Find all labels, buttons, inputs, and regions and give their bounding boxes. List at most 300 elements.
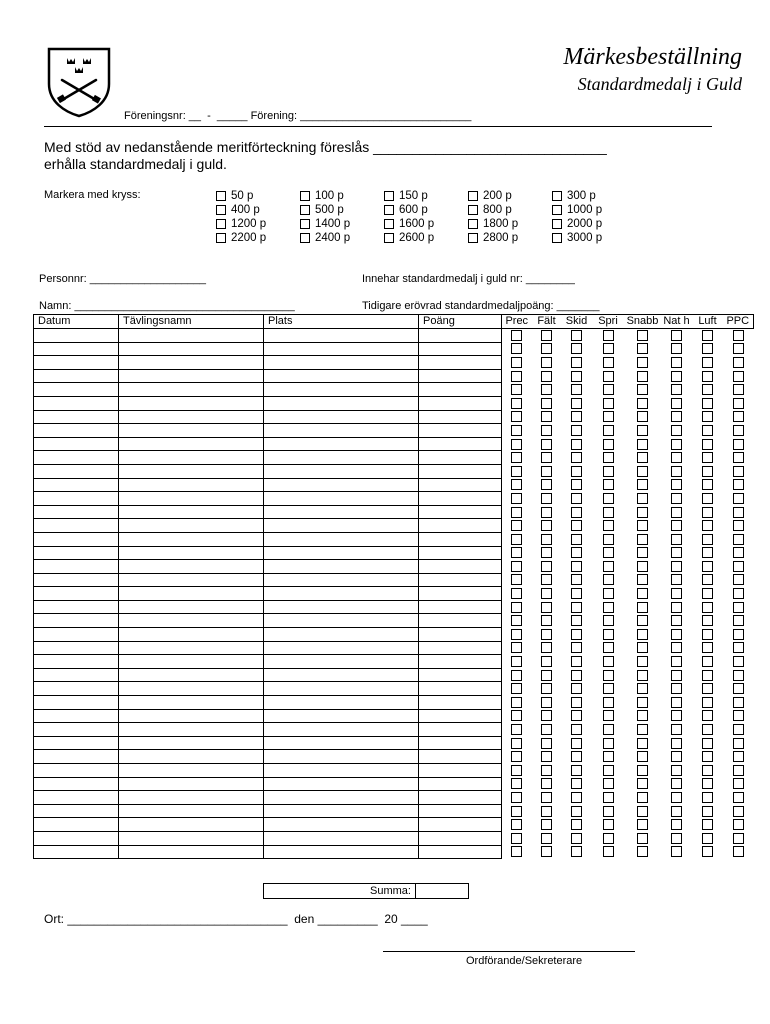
- table-cell[interactable]: [34, 682, 119, 696]
- category-checkbox[interactable]: [571, 833, 582, 844]
- table-cell[interactable]: [119, 383, 264, 397]
- table-cell[interactable]: [34, 641, 119, 655]
- table-cell[interactable]: [34, 723, 119, 737]
- table-cell[interactable]: [119, 329, 264, 343]
- points-checkbox[interactable]: [384, 219, 394, 229]
- category-checkbox[interactable]: [541, 710, 552, 721]
- category-checkbox[interactable]: [702, 683, 713, 694]
- category-checkbox[interactable]: [541, 629, 552, 640]
- category-checkbox[interactable]: [511, 778, 522, 789]
- table-cell[interactable]: [419, 383, 502, 397]
- category-checkbox[interactable]: [571, 588, 582, 599]
- table-cell[interactable]: [119, 410, 264, 424]
- table-cell[interactable]: [34, 329, 119, 343]
- table-cell[interactable]: [34, 573, 119, 587]
- category-checkbox[interactable]: [511, 466, 522, 477]
- table-cell[interactable]: [419, 437, 502, 451]
- category-checkbox[interactable]: [541, 642, 552, 653]
- category-checkbox[interactable]: [541, 833, 552, 844]
- category-checkbox[interactable]: [671, 466, 682, 477]
- table-cell[interactable]: [34, 709, 119, 723]
- points-checkbox[interactable]: [300, 219, 310, 229]
- category-checkbox[interactable]: [571, 683, 582, 694]
- category-checkbox[interactable]: [603, 819, 614, 830]
- category-checkbox[interactable]: [511, 507, 522, 518]
- category-checkbox[interactable]: [702, 642, 713, 653]
- points-option[interactable]: [384, 231, 468, 245]
- category-checkbox[interactable]: [671, 371, 682, 382]
- points-option[interactable]: [468, 203, 552, 217]
- category-checkbox[interactable]: [603, 697, 614, 708]
- category-checkbox[interactable]: [571, 520, 582, 531]
- table-cell[interactable]: [419, 723, 502, 737]
- category-checkbox[interactable]: [511, 724, 522, 735]
- category-checkbox[interactable]: [702, 670, 713, 681]
- category-checkbox[interactable]: [702, 602, 713, 613]
- category-checkbox[interactable]: [511, 574, 522, 585]
- category-checkbox[interactable]: [571, 398, 582, 409]
- category-checkbox[interactable]: [571, 710, 582, 721]
- table-cell[interactable]: [419, 573, 502, 587]
- points-option[interactable]: [216, 189, 300, 203]
- category-checkbox[interactable]: [702, 765, 713, 776]
- category-checkbox[interactable]: [733, 507, 744, 518]
- category-checkbox[interactable]: [571, 724, 582, 735]
- table-cell[interactable]: [119, 750, 264, 764]
- table-cell[interactable]: [119, 614, 264, 628]
- category-checkbox[interactable]: [571, 439, 582, 450]
- table-cell[interactable]: [119, 356, 264, 370]
- points-checkbox[interactable]: [384, 191, 394, 201]
- table-cell[interactable]: [119, 600, 264, 614]
- table-cell[interactable]: [119, 682, 264, 696]
- category-checkbox[interactable]: [637, 738, 648, 749]
- category-checkbox[interactable]: [671, 534, 682, 545]
- table-cell[interactable]: [34, 369, 119, 383]
- category-checkbox[interactable]: [571, 479, 582, 490]
- category-checkbox[interactable]: [603, 466, 614, 477]
- category-checkbox[interactable]: [671, 778, 682, 789]
- category-checkbox[interactable]: [637, 330, 648, 341]
- table-cell[interactable]: [419, 505, 502, 519]
- category-checkbox[interactable]: [603, 411, 614, 422]
- category-checkbox[interactable]: [733, 833, 744, 844]
- category-checkbox[interactable]: [702, 547, 713, 558]
- category-checkbox[interactable]: [637, 479, 648, 490]
- category-checkbox[interactable]: [637, 670, 648, 681]
- category-checkbox[interactable]: [671, 439, 682, 450]
- points-checkbox[interactable]: [216, 191, 226, 201]
- table-cell[interactable]: [34, 342, 119, 356]
- table-cell[interactable]: [264, 641, 419, 655]
- category-checkbox[interactable]: [511, 534, 522, 545]
- category-checkbox[interactable]: [702, 629, 713, 640]
- category-checkbox[interactable]: [541, 479, 552, 490]
- category-checkbox[interactable]: [541, 507, 552, 518]
- table-cell[interactable]: [119, 451, 264, 465]
- table-cell[interactable]: [419, 342, 502, 356]
- category-checkbox[interactable]: [571, 343, 582, 354]
- table-cell[interactable]: [419, 464, 502, 478]
- category-checkbox[interactable]: [571, 765, 582, 776]
- category-checkbox[interactable]: [603, 588, 614, 599]
- category-checkbox[interactable]: [733, 615, 744, 626]
- category-checkbox[interactable]: [671, 602, 682, 613]
- table-cell[interactable]: [264, 764, 419, 778]
- table-cell[interactable]: [264, 668, 419, 682]
- table-cell[interactable]: [264, 628, 419, 642]
- table-cell[interactable]: [419, 682, 502, 696]
- table-cell[interactable]: [419, 641, 502, 655]
- category-checkbox[interactable]: [511, 792, 522, 803]
- table-cell[interactable]: [264, 573, 419, 587]
- category-checkbox[interactable]: [702, 411, 713, 422]
- points-option[interactable]: [384, 189, 468, 203]
- category-checkbox[interactable]: [702, 439, 713, 450]
- category-checkbox[interactable]: [637, 819, 648, 830]
- tidigare-field[interactable]: Tidigare erövrad standardmedaljpoäng: _______: [362, 300, 600, 312]
- category-checkbox[interactable]: [541, 792, 552, 803]
- table-cell[interactable]: [419, 736, 502, 750]
- category-checkbox[interactable]: [671, 819, 682, 830]
- category-checkbox[interactable]: [702, 792, 713, 803]
- table-cell[interactable]: [419, 777, 502, 791]
- table-cell[interactable]: [119, 709, 264, 723]
- category-checkbox[interactable]: [702, 561, 713, 572]
- category-checkbox[interactable]: [733, 819, 744, 830]
- category-checkbox[interactable]: [671, 398, 682, 409]
- table-cell[interactable]: [264, 750, 419, 764]
- category-checkbox[interactable]: [702, 452, 713, 463]
- category-checkbox[interactable]: [733, 520, 744, 531]
- category-checkbox[interactable]: [637, 466, 648, 477]
- category-checkbox[interactable]: [511, 357, 522, 368]
- category-checkbox[interactable]: [702, 588, 713, 599]
- category-checkbox[interactable]: [702, 751, 713, 762]
- category-checkbox[interactable]: [511, 520, 522, 531]
- points-checkbox[interactable]: [216, 233, 226, 243]
- table-cell[interactable]: [34, 628, 119, 642]
- category-checkbox[interactable]: [541, 547, 552, 558]
- table-cell[interactable]: [419, 791, 502, 805]
- table-cell[interactable]: [34, 560, 119, 574]
- points-option[interactable]: [216, 203, 300, 217]
- table-cell[interactable]: [419, 818, 502, 832]
- table-cell[interactable]: [34, 519, 119, 533]
- category-checkbox[interactable]: [511, 670, 522, 681]
- table-cell[interactable]: [264, 777, 419, 791]
- points-checkbox[interactable]: [552, 191, 562, 201]
- category-checkbox[interactable]: [541, 751, 552, 762]
- table-cell[interactable]: [34, 831, 119, 845]
- category-checkbox[interactable]: [571, 547, 582, 558]
- category-checkbox[interactable]: [511, 493, 522, 504]
- category-checkbox[interactable]: [637, 683, 648, 694]
- table-cell[interactable]: [264, 560, 419, 574]
- points-checkbox[interactable]: [216, 205, 226, 215]
- category-checkbox[interactable]: [671, 697, 682, 708]
- table-cell[interactable]: [264, 410, 419, 424]
- category-checkbox[interactable]: [702, 343, 713, 354]
- points-option[interactable]: [384, 203, 468, 217]
- points-option[interactable]: [216, 231, 300, 245]
- category-checkbox[interactable]: [541, 819, 552, 830]
- category-checkbox[interactable]: [733, 710, 744, 721]
- category-checkbox[interactable]: [603, 615, 614, 626]
- table-cell[interactable]: [119, 478, 264, 492]
- category-checkbox[interactable]: [671, 710, 682, 721]
- category-checkbox[interactable]: [571, 629, 582, 640]
- category-checkbox[interactable]: [541, 670, 552, 681]
- table-cell[interactable]: [119, 519, 264, 533]
- table-cell[interactable]: [34, 818, 119, 832]
- table-cell[interactable]: [419, 696, 502, 710]
- category-checkbox[interactable]: [511, 411, 522, 422]
- category-checkbox[interactable]: [571, 384, 582, 395]
- category-checkbox[interactable]: [511, 479, 522, 490]
- table-cell[interactable]: [34, 532, 119, 546]
- category-checkbox[interactable]: [541, 357, 552, 368]
- table-cell[interactable]: [419, 804, 502, 818]
- category-checkbox[interactable]: [571, 656, 582, 667]
- category-checkbox[interactable]: [733, 371, 744, 382]
- table-cell[interactable]: [264, 505, 419, 519]
- category-checkbox[interactable]: [603, 547, 614, 558]
- table-cell[interactable]: [264, 451, 419, 465]
- category-checkbox[interactable]: [637, 439, 648, 450]
- table-cell[interactable]: [419, 750, 502, 764]
- category-checkbox[interactable]: [733, 778, 744, 789]
- table-cell[interactable]: [34, 383, 119, 397]
- category-checkbox[interactable]: [702, 466, 713, 477]
- table-cell[interactable]: [419, 478, 502, 492]
- points-checkbox[interactable]: [300, 233, 310, 243]
- table-cell[interactable]: [264, 682, 419, 696]
- category-checkbox[interactable]: [511, 547, 522, 558]
- table-cell[interactable]: [34, 696, 119, 710]
- table-cell[interactable]: [34, 451, 119, 465]
- category-checkbox[interactable]: [702, 846, 713, 857]
- category-checkbox[interactable]: [511, 765, 522, 776]
- points-option[interactable]: [300, 203, 384, 217]
- category-checkbox[interactable]: [603, 656, 614, 667]
- category-checkbox[interactable]: [511, 343, 522, 354]
- category-checkbox[interactable]: [702, 371, 713, 382]
- table-cell[interactable]: [119, 464, 264, 478]
- points-checkbox[interactable]: [300, 191, 310, 201]
- category-checkbox[interactable]: [733, 574, 744, 585]
- category-checkbox[interactable]: [671, 425, 682, 436]
- innehar-field[interactable]: Innehar standardmedalj i guld nr: ________: [362, 273, 575, 285]
- category-checkbox[interactable]: [733, 697, 744, 708]
- table-cell[interactable]: [264, 804, 419, 818]
- category-checkbox[interactable]: [637, 710, 648, 721]
- category-checkbox[interactable]: [637, 765, 648, 776]
- ort-date-field[interactable]: Ort: _________________________________ den _________ 20 ____: [44, 912, 428, 926]
- category-checkbox[interactable]: [671, 452, 682, 463]
- category-checkbox[interactable]: [702, 574, 713, 585]
- category-checkbox[interactable]: [671, 615, 682, 626]
- category-checkbox[interactable]: [511, 615, 522, 626]
- category-checkbox[interactable]: [733, 642, 744, 653]
- table-cell[interactable]: [264, 369, 419, 383]
- category-checkbox[interactable]: [671, 520, 682, 531]
- category-checkbox[interactable]: [603, 574, 614, 585]
- category-checkbox[interactable]: [603, 642, 614, 653]
- category-checkbox[interactable]: [541, 398, 552, 409]
- category-checkbox[interactable]: [511, 846, 522, 857]
- table-cell[interactable]: [419, 356, 502, 370]
- points-checkbox[interactable]: [216, 219, 226, 229]
- category-checkbox[interactable]: [603, 507, 614, 518]
- category-checkbox[interactable]: [541, 765, 552, 776]
- table-cell[interactable]: [264, 600, 419, 614]
- category-checkbox[interactable]: [733, 751, 744, 762]
- category-checkbox[interactable]: [511, 561, 522, 572]
- category-checkbox[interactable]: [603, 806, 614, 817]
- table-cell[interactable]: [119, 505, 264, 519]
- category-checkbox[interactable]: [702, 507, 713, 518]
- category-checkbox[interactable]: [702, 398, 713, 409]
- category-checkbox[interactable]: [733, 806, 744, 817]
- category-checkbox[interactable]: [733, 357, 744, 368]
- category-checkbox[interactable]: [702, 710, 713, 721]
- category-checkbox[interactable]: [702, 479, 713, 490]
- category-checkbox[interactable]: [541, 615, 552, 626]
- table-cell[interactable]: [419, 587, 502, 601]
- category-checkbox[interactable]: [637, 425, 648, 436]
- table-cell[interactable]: [419, 831, 502, 845]
- category-checkbox[interactable]: [603, 425, 614, 436]
- table-cell[interactable]: [264, 383, 419, 397]
- category-checkbox[interactable]: [511, 751, 522, 762]
- table-cell[interactable]: [34, 356, 119, 370]
- category-checkbox[interactable]: [733, 765, 744, 776]
- table-cell[interactable]: [119, 831, 264, 845]
- category-checkbox[interactable]: [541, 602, 552, 613]
- table-cell[interactable]: [264, 696, 419, 710]
- points-option[interactable]: [552, 203, 636, 217]
- table-cell[interactable]: [34, 505, 119, 519]
- category-checkbox[interactable]: [541, 738, 552, 749]
- category-checkbox[interactable]: [733, 384, 744, 395]
- points-checkbox[interactable]: [552, 233, 562, 243]
- category-checkbox[interactable]: [603, 846, 614, 857]
- table-cell[interactable]: [119, 396, 264, 410]
- category-checkbox[interactable]: [571, 846, 582, 857]
- points-option[interactable]: [300, 217, 384, 231]
- table-cell[interactable]: [419, 424, 502, 438]
- points-option[interactable]: [552, 231, 636, 245]
- category-checkbox[interactable]: [603, 833, 614, 844]
- category-checkbox[interactable]: [541, 371, 552, 382]
- category-checkbox[interactable]: [733, 547, 744, 558]
- category-checkbox[interactable]: [571, 330, 582, 341]
- category-checkbox[interactable]: [733, 561, 744, 572]
- category-checkbox[interactable]: [702, 520, 713, 531]
- table-cell[interactable]: [34, 804, 119, 818]
- category-checkbox[interactable]: [571, 425, 582, 436]
- category-checkbox[interactable]: [671, 792, 682, 803]
- category-checkbox[interactable]: [571, 371, 582, 382]
- category-checkbox[interactable]: [733, 452, 744, 463]
- category-checkbox[interactable]: [511, 806, 522, 817]
- table-cell[interactable]: [419, 532, 502, 546]
- category-checkbox[interactable]: [511, 642, 522, 653]
- table-cell[interactable]: [264, 723, 419, 737]
- category-checkbox[interactable]: [511, 819, 522, 830]
- table-cell[interactable]: [119, 546, 264, 560]
- category-checkbox[interactable]: [733, 330, 744, 341]
- points-option[interactable]: [300, 231, 384, 245]
- category-checkbox[interactable]: [671, 670, 682, 681]
- category-checkbox[interactable]: [571, 697, 582, 708]
- category-checkbox[interactable]: [637, 574, 648, 585]
- category-checkbox[interactable]: [511, 697, 522, 708]
- category-checkbox[interactable]: [733, 411, 744, 422]
- table-cell[interactable]: [264, 478, 419, 492]
- category-checkbox[interactable]: [603, 792, 614, 803]
- table-cell[interactable]: [119, 668, 264, 682]
- category-checkbox[interactable]: [603, 710, 614, 721]
- category-checkbox[interactable]: [571, 778, 582, 789]
- table-cell[interactable]: [264, 356, 419, 370]
- category-checkbox[interactable]: [603, 384, 614, 395]
- category-checkbox[interactable]: [702, 724, 713, 735]
- table-cell[interactable]: [119, 696, 264, 710]
- category-checkbox[interactable]: [541, 588, 552, 599]
- category-checkbox[interactable]: [571, 738, 582, 749]
- category-checkbox[interactable]: [603, 398, 614, 409]
- category-checkbox[interactable]: [511, 738, 522, 749]
- category-checkbox[interactable]: [571, 670, 582, 681]
- category-checkbox[interactable]: [671, 683, 682, 694]
- table-cell[interactable]: [119, 845, 264, 859]
- category-checkbox[interactable]: [511, 371, 522, 382]
- category-checkbox[interactable]: [603, 479, 614, 490]
- category-checkbox[interactable]: [541, 425, 552, 436]
- table-cell[interactable]: [264, 437, 419, 451]
- category-checkbox[interactable]: [603, 778, 614, 789]
- points-option[interactable]: [552, 189, 636, 203]
- category-checkbox[interactable]: [637, 778, 648, 789]
- category-checkbox[interactable]: [571, 602, 582, 613]
- table-cell[interactable]: [419, 628, 502, 642]
- category-checkbox[interactable]: [541, 439, 552, 450]
- category-checkbox[interactable]: [541, 697, 552, 708]
- category-checkbox[interactable]: [637, 561, 648, 572]
- table-cell[interactable]: [34, 424, 119, 438]
- category-checkbox[interactable]: [733, 629, 744, 640]
- category-checkbox[interactable]: [603, 629, 614, 640]
- category-checkbox[interactable]: [603, 670, 614, 681]
- table-cell[interactable]: [419, 600, 502, 614]
- table-cell[interactable]: [419, 519, 502, 533]
- table-cell[interactable]: [264, 396, 419, 410]
- category-checkbox[interactable]: [733, 656, 744, 667]
- table-cell[interactable]: [419, 560, 502, 574]
- intro-line-1[interactable]: Med stöd av nedanstående meritförteckning föreslås ______________________________: [44, 139, 607, 155]
- table-cell[interactable]: [419, 614, 502, 628]
- category-checkbox[interactable]: [571, 806, 582, 817]
- category-checkbox[interactable]: [571, 507, 582, 518]
- category-checkbox[interactable]: [541, 411, 552, 422]
- points-checkbox[interactable]: [468, 205, 478, 215]
- category-checkbox[interactable]: [571, 561, 582, 572]
- signature-line[interactable]: [383, 951, 635, 952]
- category-checkbox[interactable]: [671, 507, 682, 518]
- category-checkbox[interactable]: [541, 656, 552, 667]
